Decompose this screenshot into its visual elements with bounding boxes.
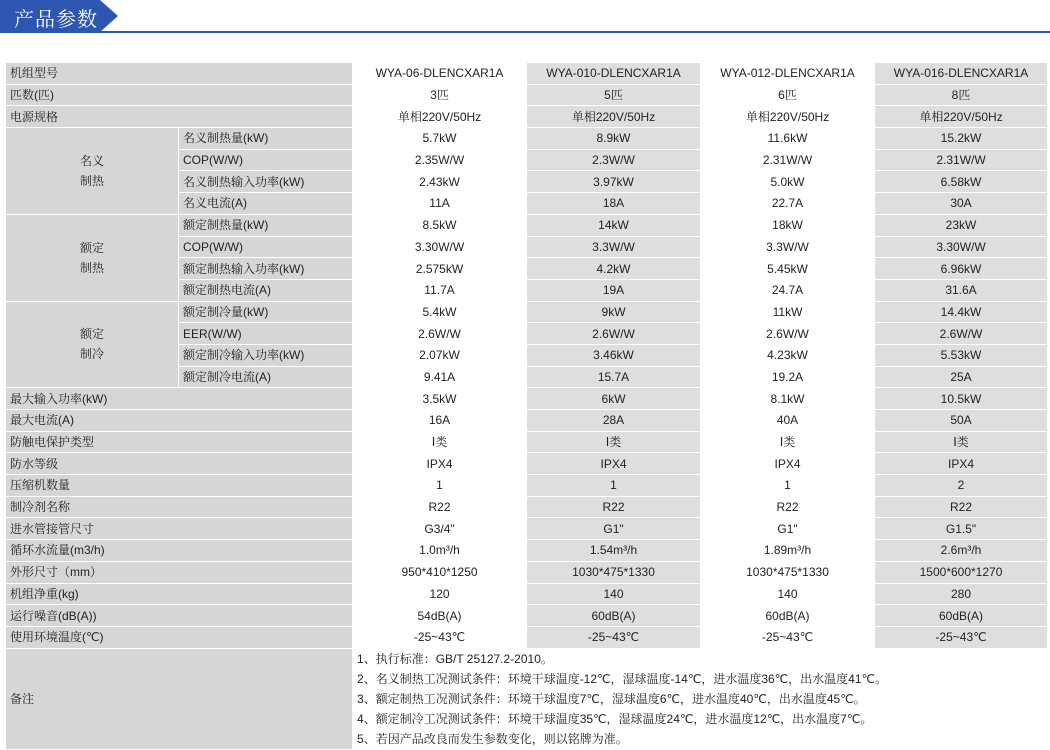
value-cell: 23kW	[875, 214, 1048, 236]
row-refrigerant	[6, 496, 1048, 518]
value-cell: 140	[527, 583, 701, 605]
value-cell: 19.2A	[701, 366, 875, 388]
value-cell: IPX4	[353, 453, 527, 475]
value-cell: 3.46kW	[527, 344, 701, 366]
model-name: WYA-016-DLENCXAR1A	[875, 63, 1048, 85]
value-cell: 5.4kW	[353, 301, 527, 323]
group-label-line1: 额定	[79, 327, 104, 342]
value-cell: 60dB(A)	[527, 605, 701, 627]
value-cell: 8.9kW	[527, 128, 701, 150]
row-max-input	[6, 388, 1048, 410]
sub-label: 额定制冷量(kW)	[179, 301, 353, 323]
value-cell: Ⅰ类	[353, 431, 527, 453]
label-noise: 运行噪音(dB(A))	[6, 605, 353, 627]
group-label-line2: 制热	[79, 260, 104, 275]
section-title: 产品参数	[14, 7, 98, 31]
value-cell: -25~43℃	[527, 626, 701, 648]
value-cell: 16A	[353, 410, 527, 432]
value-cell: 2.35W/W	[353, 149, 527, 171]
value-cell: 14.4kW	[875, 301, 1048, 323]
value-cell: 8.1kW	[701, 388, 875, 410]
value-cell: G3/4"	[353, 518, 527, 540]
sub-label: COP(W/W)	[179, 236, 353, 258]
value-cell: 280	[875, 583, 1048, 605]
value-cell: 1	[701, 475, 875, 497]
value-cell: 1.0m³/h	[353, 540, 527, 562]
header-underline	[0, 31, 1050, 33]
group-nominal-heating	[6, 128, 179, 215]
value-cell: IPX4	[875, 453, 1048, 475]
note-line: 4、额定制冷工况测试条件：环境干球温度35℃，湿球温度24℃，进水温度12℃，出水温度7℃。	[357, 711, 873, 726]
value-cell: 3匹	[353, 84, 527, 106]
value-cell: 6.96kW	[875, 258, 1048, 280]
value-cell: 14kW	[527, 214, 701, 236]
sub-label: EER(W/W)	[179, 323, 353, 345]
value-cell: 2	[875, 475, 1048, 497]
value-cell: R22	[353, 496, 527, 518]
value-cell: 3.30W/W	[875, 236, 1048, 258]
value-cell: R22	[527, 496, 701, 518]
note-line: 2、名义制热工况测试条件：环境干球温度-12℃，湿球温度-14℃，进水温度36℃，出水温度41℃。	[357, 671, 887, 686]
label-compressors: 压缩机数量	[6, 475, 353, 497]
value-cell: R22	[875, 496, 1048, 518]
value-cell: 10.5kW	[875, 388, 1048, 410]
value-cell: 54dB(A)	[353, 605, 527, 627]
row-pipe-size	[6, 518, 1048, 540]
group-label-line2: 制冷	[79, 347, 104, 362]
value-cell: 22.7A	[701, 193, 875, 215]
spec-table	[5, 62, 1048, 750]
value-cell: 6kW	[527, 388, 701, 410]
sub-label: 额定制热量(kW)	[179, 214, 353, 236]
value-cell: R22	[701, 496, 875, 518]
value-cell: 5.53kW	[875, 344, 1048, 366]
row-hp	[6, 84, 1048, 106]
value-cell: 1030*475*1330	[527, 561, 701, 583]
row-nominal-heating-capacity	[6, 128, 1048, 150]
model-name: WYA-012-DLENCXAR1A	[701, 63, 875, 85]
group-label-line1: 名义	[79, 153, 104, 168]
value-cell: 25A	[875, 366, 1048, 388]
value-cell: 5匹	[527, 84, 701, 106]
value-cell: 2.3W/W	[527, 149, 701, 171]
value-cell: 60dB(A)	[701, 605, 875, 627]
value-cell: 1030*475*1330	[701, 561, 875, 583]
value-cell: 50A	[875, 410, 1048, 432]
row-water-flow	[6, 540, 1048, 562]
group-rated-heating	[6, 214, 179, 301]
row-notes	[6, 648, 1048, 749]
value-cell: 5.0kW	[701, 171, 875, 193]
value-cell: 18A	[527, 193, 701, 215]
value-cell: 19A	[527, 279, 701, 301]
label-dims: 外形尺寸（mm）	[6, 561, 353, 583]
value-cell: 1	[527, 475, 701, 497]
label-flow: 循环水流量(m3/h)	[6, 540, 353, 562]
value-cell: 2.575kW	[353, 258, 527, 280]
label-shock: 防触电保护类型	[6, 431, 353, 453]
value-cell: 3.3W/W	[527, 236, 701, 258]
row-rated-cooling-capacity	[6, 301, 1048, 323]
value-cell: 单相220V/50Hz	[875, 106, 1048, 128]
value-cell: -25~43℃	[701, 626, 875, 648]
value-cell: 11.6kW	[701, 128, 875, 150]
label-hp: 匹数(匹)	[6, 84, 353, 106]
row-noise	[6, 605, 1048, 627]
value-cell: 1.54m³/h	[527, 540, 701, 562]
model-name: WYA-010-DLENCXAR1A	[527, 63, 701, 85]
value-cell: 28A	[527, 410, 701, 432]
value-cell: 11kW	[701, 301, 875, 323]
sub-label: 名义制热输入功率(kW)	[179, 171, 353, 193]
model-name: WYA-06-DLENCXAR1A	[353, 63, 527, 85]
value-cell: 18kW	[701, 214, 875, 236]
notes-box	[353, 648, 1048, 749]
note-line: 5、若因产品改良而发生参数变化，则以铭牌为准。	[357, 731, 628, 746]
note-line: 1、执行标准：GB/T 25127.2-2010。	[357, 651, 553, 666]
note-line: 3、额定制热工况测试条件：环境干球温度7℃，湿球温度6℃，进水温度40℃，出水温度45℃。	[357, 691, 866, 706]
value-cell: Ⅰ类	[875, 431, 1048, 453]
label-pipe: 进水管接管尺寸	[6, 518, 353, 540]
value-cell: 40A	[701, 410, 875, 432]
value-cell: 单相220V/50Hz	[353, 106, 527, 128]
value-cell: 2.07kW	[353, 344, 527, 366]
row-max-current	[6, 410, 1048, 432]
value-cell: 9kW	[527, 301, 701, 323]
value-cell: 950*410*1250	[353, 561, 527, 583]
value-cell: 8.5kW	[353, 214, 527, 236]
value-cell: 3.97kW	[527, 171, 701, 193]
value-cell: Ⅰ类	[527, 431, 701, 453]
value-cell: 6.58kW	[875, 171, 1048, 193]
value-cell: 15.7A	[527, 366, 701, 388]
value-cell: 140	[701, 583, 875, 605]
sub-label: 名义制热量(kW)	[179, 128, 353, 150]
value-cell: 2.6m³/h	[875, 540, 1048, 562]
value-cell: G1"	[701, 518, 875, 540]
value-cell: 2.31W/W	[875, 149, 1048, 171]
value-cell: 2.6W/W	[875, 323, 1048, 345]
value-cell: 2.6W/W	[353, 323, 527, 345]
value-cell: 4.23kW	[701, 344, 875, 366]
value-cell: 11A	[353, 193, 527, 215]
sub-label: 名义电流(A)	[179, 193, 353, 215]
value-cell: 1500*600*1270	[875, 561, 1048, 583]
value-cell: 2.31W/W	[701, 149, 875, 171]
value-cell: 3.30W/W	[353, 236, 527, 258]
value-cell: G1.5"	[875, 518, 1048, 540]
value-cell: 5.45kW	[701, 258, 875, 280]
sub-label: COP(W/W)	[179, 149, 353, 171]
section-header	[0, 0, 1050, 32]
value-cell: 9.41A	[353, 366, 527, 388]
value-cell: 1.89m³/h	[701, 540, 875, 562]
value-cell: 15.2kW	[875, 128, 1048, 150]
label-notes: 备注	[6, 648, 353, 749]
value-cell: -25~43℃	[875, 626, 1048, 648]
value-cell: Ⅰ类	[701, 431, 875, 453]
value-cell: 3.5kW	[353, 388, 527, 410]
value-cell: 120	[353, 583, 527, 605]
label-weight: 机组净重(kg)	[6, 583, 353, 605]
group-label-line2: 制热	[79, 173, 104, 188]
sub-label: 额定制冷输入功率(kW)	[179, 344, 353, 366]
value-cell: 6匹	[701, 84, 875, 106]
value-cell: 2.6W/W	[527, 323, 701, 345]
value-cell: 3.3W/W	[701, 236, 875, 258]
row-dimensions	[6, 561, 1048, 583]
sub-label: 额定制热输入功率(kW)	[179, 258, 353, 280]
sub-label: 额定制热电流(A)	[179, 279, 353, 301]
value-cell: IPX4	[527, 453, 701, 475]
value-cell: 60dB(A)	[875, 605, 1048, 627]
value-cell: 4.2kW	[527, 258, 701, 280]
row-compressors	[6, 475, 1048, 497]
group-label-line1: 额定	[79, 240, 104, 255]
value-cell: 1	[353, 475, 527, 497]
row-ambient-temp	[6, 626, 1048, 648]
row-power	[6, 106, 1048, 128]
value-cell: 单相220V/50Hz	[701, 106, 875, 128]
value-cell: G1"	[527, 518, 701, 540]
label-max-current: 最大电流(A)	[6, 410, 353, 432]
sub-label: 额定制冷电流(A)	[179, 366, 353, 388]
value-cell: 11.7A	[353, 279, 527, 301]
value-cell: 5.7kW	[353, 128, 527, 150]
value-cell: 单相220V/50Hz	[527, 106, 701, 128]
value-cell: 24.7A	[701, 279, 875, 301]
value-cell: 2.43kW	[353, 171, 527, 193]
row-waterproof	[6, 453, 1048, 475]
label-refrigerant: 制冷剂名称	[6, 496, 353, 518]
row-model	[6, 63, 1048, 85]
label-model: 机组型号	[6, 63, 353, 85]
value-cell: IPX4	[701, 453, 875, 475]
row-rated-heating-capacity	[6, 214, 1048, 236]
label-temp: 使用环境温度(℃)	[6, 626, 353, 648]
value-cell: 8匹	[875, 84, 1048, 106]
group-rated-cooling	[6, 301, 179, 388]
value-cell: 2.6W/W	[701, 323, 875, 345]
row-weight	[6, 583, 1048, 605]
value-cell: 30A	[875, 193, 1048, 215]
label-waterproof: 防水等级	[6, 453, 353, 475]
label-power: 电源规格	[6, 106, 353, 128]
value-cell: 31.6A	[875, 279, 1048, 301]
value-cell: -25~43℃	[353, 626, 527, 648]
label-max-input: 最大输入功率(kW)	[6, 388, 353, 410]
row-shock-protection	[6, 431, 1048, 453]
